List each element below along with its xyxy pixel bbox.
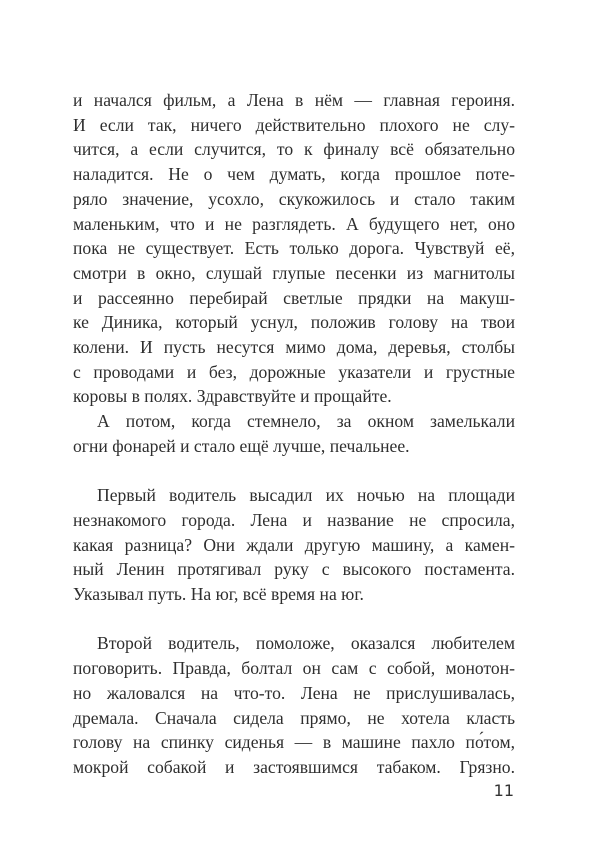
text-line: поговорить. Правда, болтал он сам с собой, монотон-	[73, 658, 515, 679]
paragraph-3	[73, 483, 515, 607]
text-line: дремала. Сначала сидела прямо, не хотела класть	[73, 707, 515, 728]
paragraph-2	[73, 409, 515, 458]
text-line: незнакомого города. Лена и название не спросила,	[73, 509, 515, 530]
text-line: маленьким, что и не разглядеть. А будущего нет, оно	[73, 213, 515, 234]
text-line: какая разница? Они ждали другую машину, а камен-	[73, 534, 515, 555]
text-line: огни фонарей и стало ещё лучше, печальнее.	[73, 435, 410, 456]
text-line: мокрой собакой и застоявшимся табаком. Грязно.	[73, 756, 515, 777]
text-line: чится, а если случится, то к финалу всё обязательно	[73, 139, 515, 160]
text-line: голову на спинку сиденья — в машине пахло по́том,	[73, 732, 515, 753]
section-break	[73, 607, 515, 632]
text-line: колени. И пусть несутся мимо дома, деревья, столбы	[73, 337, 515, 358]
text-line: и рассеянно перебирай светлые прядки на макуш-	[73, 287, 515, 308]
page-number: 11	[493, 781, 514, 800]
paragraph-1	[73, 88, 515, 409]
text-line: ряло значение, усохло, скукожилось и стало таким	[73, 188, 515, 209]
text-line: И если так, ничего действительно плохого не слу-	[73, 114, 515, 135]
paragraph-4	[73, 631, 515, 779]
text-line: смотри в окно, слушай глупые песенки из магнитолы	[73, 262, 515, 283]
text-line: ный Ленин протягивал руку с высокого постамента.	[73, 559, 515, 580]
page-body-text	[73, 88, 515, 780]
text-line: наладится. Не о чем думать, когда прошлое поте-	[73, 164, 515, 185]
text-line: пока не существует. Есть только дорога. Чувствуй её,	[73, 238, 515, 259]
section-break	[73, 459, 515, 484]
text-line: ке Диника, который уснул, положив голову на твои	[73, 312, 515, 333]
text-line: но жаловался на что-то. Лена не прислушивалась,	[73, 682, 515, 703]
text-line: и начался фильм, а Лена в нём — главная героиня.	[73, 90, 515, 110]
text-line: Первый водитель высадил их ночью на площади	[97, 485, 515, 506]
text-line: Второй водитель, помоложе, оказался любителем	[97, 633, 515, 654]
text-line: Указывал путь. На юг, всё время на юг.	[73, 584, 364, 605]
text-line: с проводами и без, дорожные указатели и грустные	[73, 361, 515, 382]
text-line: коровы в полях. Здравствуйте и прощайте.	[73, 386, 392, 407]
text-line: А потом, когда стемнело, за окном замелькали	[97, 411, 515, 432]
